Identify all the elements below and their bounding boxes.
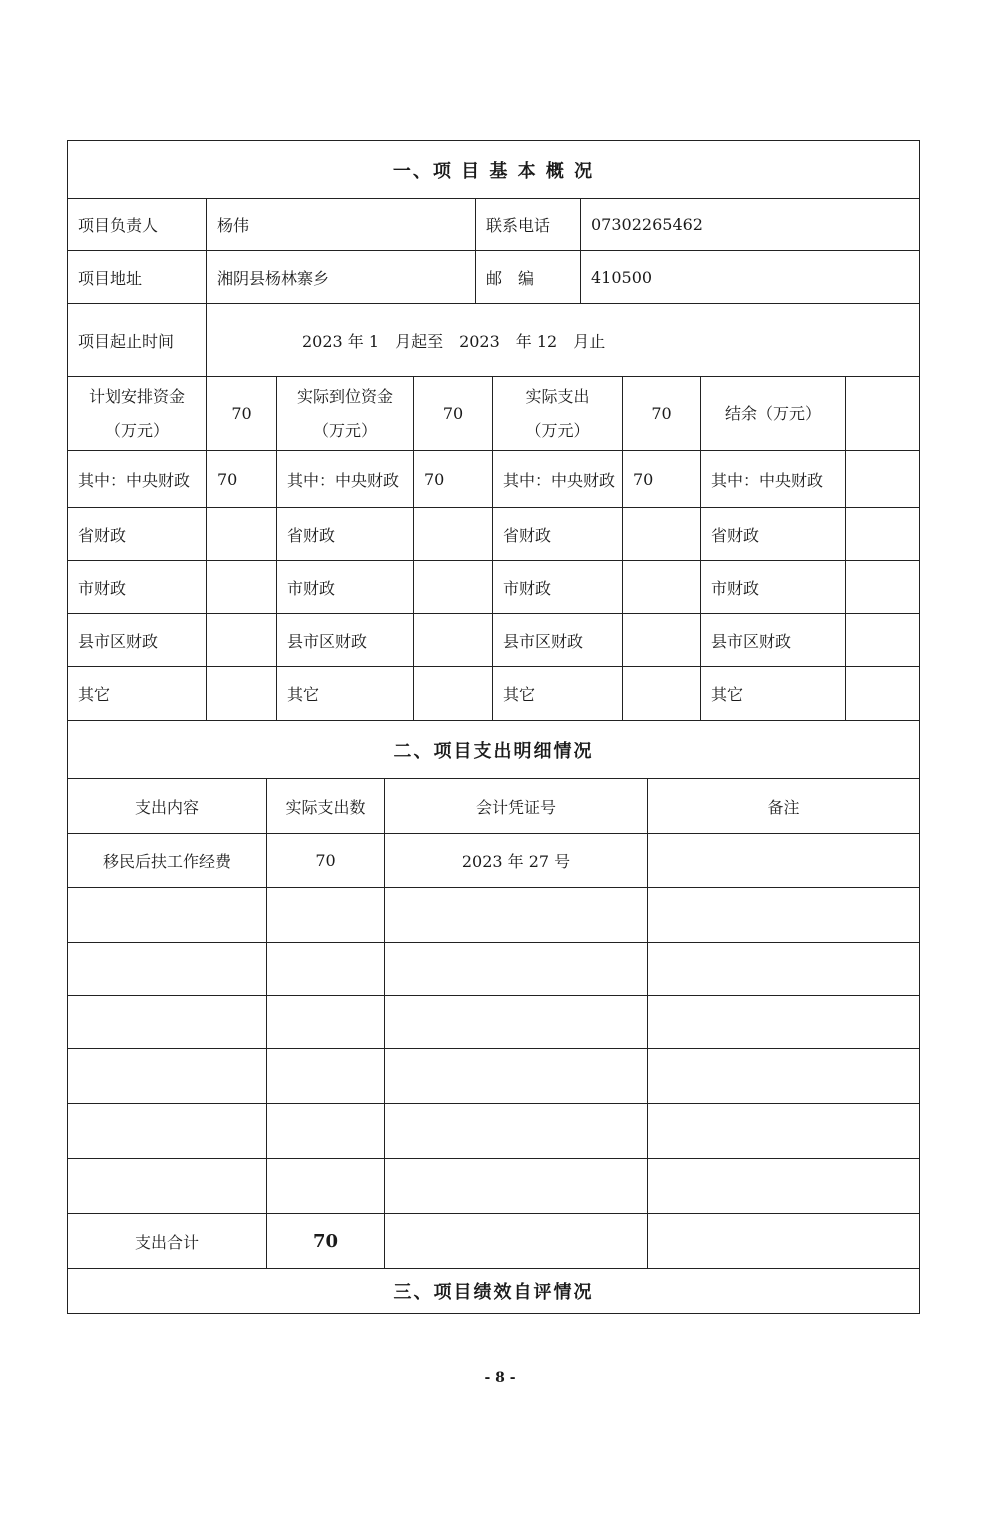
total-value: 70 — [267, 1214, 385, 1269]
header-remark: 备注 — [648, 779, 920, 834]
section2-title: 二、项目支出明细情况 — [68, 721, 920, 779]
fund-source-value — [207, 667, 277, 721]
section3-title: 三、项目绩效自评情况 — [68, 1269, 920, 1314]
leader-value: 杨伟 — [207, 199, 476, 251]
expense-content — [68, 996, 267, 1049]
fund-source-label: 县市区财政 — [493, 614, 623, 667]
leader-label: 项目负责人 — [68, 199, 207, 251]
table-row — [68, 1049, 920, 1104]
fund-source-label: 省财政 — [68, 508, 207, 561]
fund-source-label: 其中：中央财政 — [277, 451, 414, 508]
total-label: 支出合计 — [68, 1214, 267, 1269]
fund-header-label — [493, 377, 623, 451]
remark — [648, 943, 920, 996]
voucher-number — [385, 888, 648, 943]
expense-content — [68, 1159, 267, 1214]
expense-amount — [267, 888, 385, 943]
fund-row — [68, 451, 920, 508]
expense-amount — [267, 1159, 385, 1214]
voucher-number — [385, 1159, 648, 1214]
fund-source-value — [414, 614, 493, 667]
remark — [648, 1159, 920, 1214]
fund-source-value — [414, 561, 493, 614]
remark — [648, 1049, 920, 1104]
table-row — [68, 996, 920, 1049]
expense-content — [68, 1049, 267, 1104]
expense-content — [68, 1104, 267, 1159]
fund-source-label: 其它 — [701, 667, 846, 721]
fund-source-value — [846, 561, 920, 614]
fund-source-label: 县市区财政 — [701, 614, 846, 667]
table-row — [68, 888, 920, 943]
fund-source-value — [846, 451, 920, 508]
fund-source-label: 市财政 — [701, 561, 846, 614]
fund-header-value: 70 — [414, 377, 493, 451]
phone-value: 07302265462 — [581, 199, 920, 251]
expense-amount — [267, 1049, 385, 1104]
table-row — [68, 1104, 920, 1159]
fund-header-value: 70 — [623, 377, 701, 451]
fund-source-label: 其中：中央财政 — [701, 451, 846, 508]
expense-amount — [267, 1104, 385, 1159]
fund-source-label: 其它 — [277, 667, 414, 721]
fund-row — [68, 508, 920, 561]
voucher-number — [385, 996, 648, 1049]
fund-source-label: 县市区财政 — [277, 614, 414, 667]
table-row — [68, 834, 920, 888]
fund-source-value — [414, 667, 493, 721]
total-empty — [648, 1214, 920, 1269]
expense-content — [68, 888, 267, 943]
fund-source-value — [207, 614, 277, 667]
postcode-label: 邮 编 — [476, 251, 581, 304]
fund-row — [68, 667, 920, 721]
remark — [648, 996, 920, 1049]
fund-source-label: 其中：中央财政 — [68, 451, 207, 508]
fund-label-line2: （万元） — [525, 420, 590, 440]
expense-content: 移民后扶工作经费 — [68, 834, 267, 888]
fund-header-label — [277, 377, 414, 451]
header-content: 支出内容 — [68, 779, 267, 834]
voucher-number — [385, 1049, 648, 1104]
fund-source-label: 省财政 — [701, 508, 846, 561]
fund-source-label: 县市区财政 — [68, 614, 207, 667]
fund-header-value — [846, 377, 920, 451]
fund-label-line1: 结余（万元） — [724, 403, 821, 423]
section1-title: 一、项 目 基 本 概 况 — [68, 141, 920, 199]
remark — [648, 834, 920, 888]
basic-info-table — [67, 140, 920, 377]
header-voucher: 会计凭证号 — [385, 779, 648, 834]
detail-header-row — [68, 779, 920, 834]
total-empty — [385, 1214, 648, 1269]
fund-source-value — [846, 614, 920, 667]
voucher-number — [385, 1104, 648, 1159]
expense-amount: 70 — [267, 834, 385, 888]
voucher-number — [385, 943, 648, 996]
fund-label-line2: （万元） — [104, 420, 169, 440]
remark — [648, 1104, 920, 1159]
funds-table — [67, 376, 920, 721]
phone-label: 联系电话 — [476, 199, 581, 251]
expense-content — [68, 943, 267, 996]
period-label: 项目起止时间 — [68, 304, 207, 377]
fund-source-label: 其它 — [493, 667, 623, 721]
page-number: - 8 - — [484, 1370, 516, 1386]
fund-row — [68, 614, 920, 667]
table-row — [68, 1159, 920, 1214]
funds-header-row — [68, 377, 920, 451]
fund-source-label: 市财政 — [277, 561, 414, 614]
fund-source-value — [207, 561, 277, 614]
fund-label-line2: （万元） — [312, 420, 377, 440]
fund-label-line1: 计划安排资金 — [88, 386, 185, 406]
fund-source-label: 其中：中央财政 — [493, 451, 623, 508]
expense-amount — [267, 996, 385, 1049]
table-row — [68, 943, 920, 996]
address-label: 项目地址 — [68, 251, 207, 304]
fund-header-label — [68, 377, 207, 451]
fund-source-value: 70 — [414, 451, 493, 508]
fund-source-value — [846, 508, 920, 561]
total-row — [68, 1214, 920, 1269]
fund-source-value — [623, 667, 701, 721]
fund-source-label: 省财政 — [493, 508, 623, 561]
voucher-number: 2023 年 27 号 — [385, 834, 648, 888]
address-value: 湘阴县杨林寨乡 — [207, 251, 476, 304]
fund-source-value — [623, 508, 701, 561]
fund-source-label: 市财政 — [68, 561, 207, 614]
fund-label-line1: 实际支出 — [525, 386, 590, 406]
fund-source-label: 其它 — [68, 667, 207, 721]
header-amount: 实际支出数 — [267, 779, 385, 834]
fund-source-value — [207, 508, 277, 561]
fund-source-value — [846, 667, 920, 721]
fund-source-value — [414, 508, 493, 561]
period-value: 2023 年 1 月起至 2023 年 12 月止 — [207, 304, 920, 377]
fund-source-label: 省财政 — [277, 508, 414, 561]
fund-source-value — [623, 561, 701, 614]
fund-source-value — [623, 614, 701, 667]
postcode-value: 410500 — [581, 251, 920, 304]
fund-source-value: 70 — [623, 451, 701, 508]
expense-amount — [267, 943, 385, 996]
fund-header-label — [701, 377, 846, 451]
fund-label-line1: 实际到位资金 — [296, 386, 393, 406]
remark — [648, 888, 920, 943]
fund-source-value: 70 — [207, 451, 277, 508]
fund-row — [68, 561, 920, 614]
expense-detail-table — [67, 720, 920, 1314]
fund-header-value: 70 — [207, 377, 277, 451]
fund-source-label: 市财政 — [493, 561, 623, 614]
